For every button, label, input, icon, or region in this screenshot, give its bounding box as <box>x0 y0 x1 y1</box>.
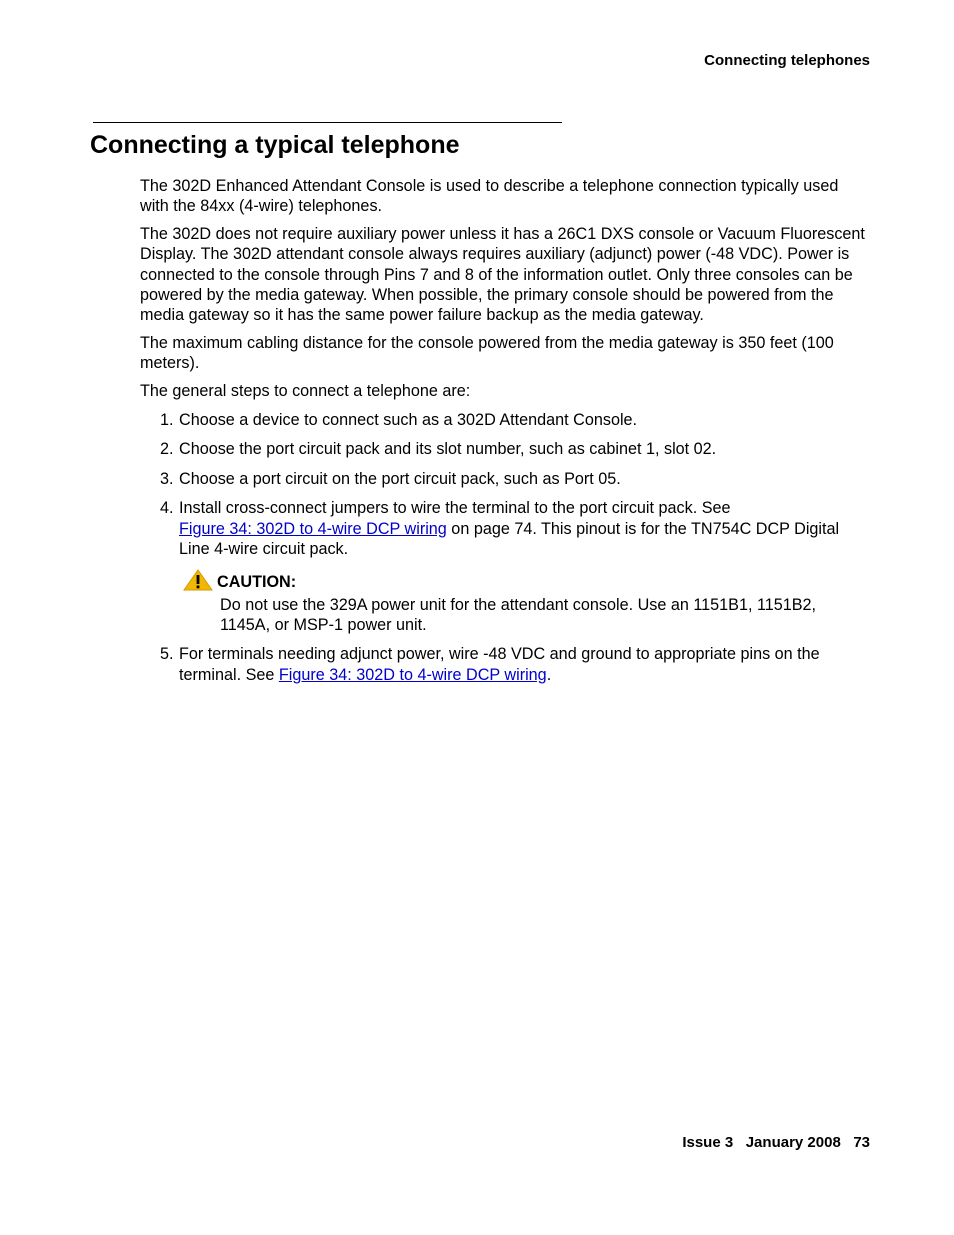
body-content <box>140 176 870 694</box>
step-text-before: Install cross-connect jumpers to wire the terminal to the port circuit pack. See <box>179 499 731 518</box>
step-text: Choose a device to connect such as a 302D Attendant Console. <box>179 411 638 430</box>
step-3 <box>140 469 870 489</box>
step-text-after: . <box>546 665 552 684</box>
footer-date: January 2008 <box>745 1134 841 1151</box>
step-number: 3. <box>160 469 174 488</box>
intro-paragraph: The 302D Enhanced Attendant Console is used to describe a telephone connection typically used with the 84xx (4-wire) telephones. <box>140 177 839 216</box>
step-number: 5. <box>160 645 174 664</box>
step-1 <box>140 410 870 430</box>
title-rule <box>93 122 562 123</box>
caution-label: CAUTION: <box>217 572 297 591</box>
figure-34-link[interactable]: Figure 34: 302D to 4-wire DCP wiring <box>179 519 447 538</box>
page-title: Connecting a typical telephone <box>90 131 460 159</box>
step-number: 1. <box>160 411 174 430</box>
caution-text: Do not use the 329A power unit for the attendant console. Use an 1151B1, 1151B2, 1145A, or MSP-1 power unit. <box>220 595 817 634</box>
running-footer <box>682 1134 870 1152</box>
step-text-after: on page 74. This pinout is for the TN754C DCP Digital Line 4-wire circuit pack. <box>179 519 840 559</box>
distance-paragraph: The maximum cabling distance for the console powered from the media gateway is 350 feet (100 meters). <box>140 333 834 373</box>
figure-34-link[interactable]: Figure 34: 302D to 4-wire DCP wiring <box>278 665 547 684</box>
step-5 <box>140 644 870 685</box>
steps-list-continued <box>140 644 870 685</box>
steps-intro: The general steps to connect a telephone are: <box>140 381 471 400</box>
step-number: 2. <box>160 440 174 459</box>
power-paragraph: The 302D does not require auxiliary power unless it has a 26C1 DXS console or Vacuum Fluorescent Display. The 302D attendant console always requires auxiliary (adjunct) power (-48 VDC). Power is connected to the console through Pins 7 and 8 of the information outlet. Only three consoles can be powered by the media gateway. When possible, the primary console should be powered from the media gateway so it has the same power failure backup as the media gateway. <box>140 224 865 325</box>
caution-notice <box>181 569 870 636</box>
footer-issue: Issue 3 <box>682 1134 734 1151</box>
step-text: Choose a port circuit on the port circuit pack, such as Port 05. <box>179 469 621 488</box>
running-header: Connecting telephones <box>704 52 870 69</box>
page-number: 73 <box>853 1134 870 1151</box>
step-4 <box>140 498 870 559</box>
step-2 <box>140 439 870 459</box>
step-number: 4. <box>160 499 174 518</box>
steps-list <box>140 410 870 559</box>
warning-triangle-icon <box>183 569 213 591</box>
step-text-before: For terminals needing adjunct power, wire -48 VDC and ground to appropriate pins on the terminal. See <box>179 645 820 684</box>
step-text: Choose the port circuit pack and its slot number, such as cabinet 1, slot 02. <box>179 440 717 459</box>
